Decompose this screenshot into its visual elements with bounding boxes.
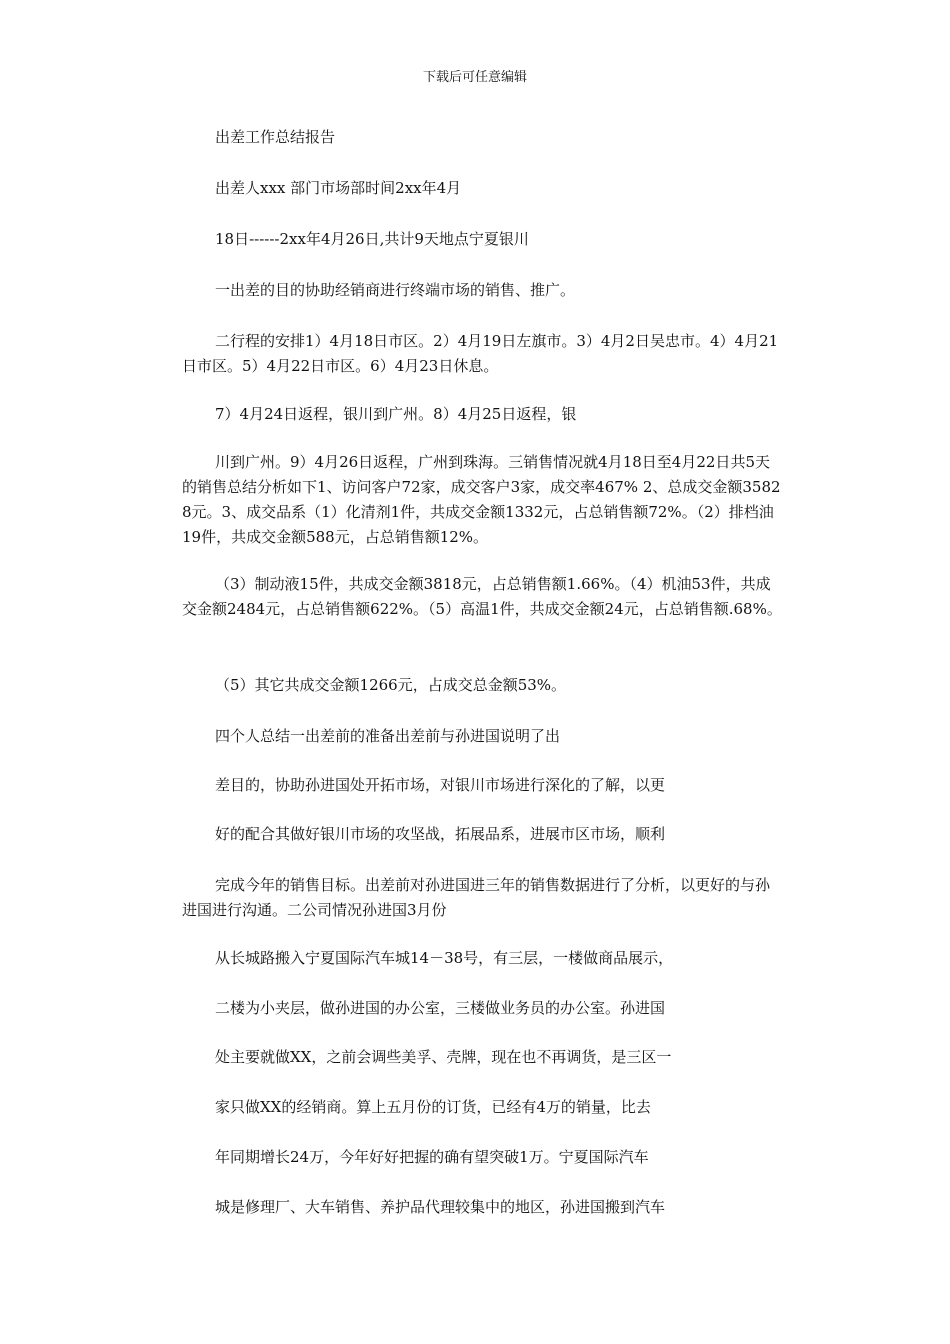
- paragraph: 家只做XX的经销商。算上五月份的订货，已经有4万的销量，比去: [215, 1098, 651, 1116]
- paragraph: （3）制动液15件，共成交金额3818元，占总销售额1.66%。（4）机油53件，共成交金额2484元，占总销售额622%。（5）高温1件，共成交金额24元，占总销售额.68%。: [182, 575, 782, 618]
- paragraph: 二楼为小夹层，做孙进国的办公室，三楼做业务员的办公室。孙进国: [215, 999, 666, 1017]
- paragraph: 从长城路搬入宁夏国际汽车城14－38号，有三层，一楼做商品展示，: [215, 949, 674, 967]
- paragraph: 一出差的目的协助经销商进行终端市场的销售、推广。: [215, 281, 576, 299]
- paragraph: 处主要就做XX，之前会调些美孚、壳牌，现在也不再调货，是三区一: [215, 1048, 672, 1066]
- paragraph: 7）4月24日返程，银川到广州。8）4月25日返程，银: [215, 405, 577, 423]
- paragraph: 好的配合其做好银川市场的攻坚战，拓展品系，进展市区市场，顺利: [215, 825, 666, 843]
- paragraph: 城是修理厂、大车销售、养护品代理较集中的地区，孙进国搬到汽车: [215, 1198, 666, 1216]
- paragraph: 二行程的安排1）4月18日市区。2）4月19日左旗市。3）4月2日吴忠市。4）4月21日市区。5）4月22日市区。6）4月23日休息。: [182, 332, 779, 375]
- paragraph: 18日------2xx年4月26日,共计9天地点宁夏银川: [215, 230, 529, 248]
- paragraph: 出差人xxx 部门市场部时间2xx年4月: [215, 179, 462, 197]
- paragraph: 差目的，协助孙进国处开拓市场，对银川市场进行深化的了解，以更: [215, 776, 666, 794]
- paragraph: （5）其它共成交金额1266元，占成交总金额53%。: [215, 676, 567, 694]
- doc-title: 出差工作总结报告: [215, 128, 336, 146]
- paragraph: 川到广州。9）4月26日返程，广州到珠海。三销售情况就4月18日至4月22日共5天的销售总结分析如下1、访问客户72家，成交客户3家，成交率467% 2、总成交金额35828元。3、成交品系（1）化清剂1件，共成交金额1332元，占总销售额72%。（2）排档油19件，共成交金额588元，占总销售额12%。: [182, 453, 781, 546]
- paragraph: 年同期增长24万，今年好好把握的确有望突破1万。宁夏国际汽车: [215, 1148, 649, 1166]
- paragraph: 四个人总结一出差前的准备出差前与孙进国说明了出: [215, 727, 561, 745]
- page-header: 下载后可任意编辑: [422, 70, 527, 85]
- paragraph: 完成今年的销售目标。出差前对孙进国进三年的销售数据进行了分析，以更好的与孙进国进行沟通。二公司情况孙进国3月份: [182, 876, 771, 919]
